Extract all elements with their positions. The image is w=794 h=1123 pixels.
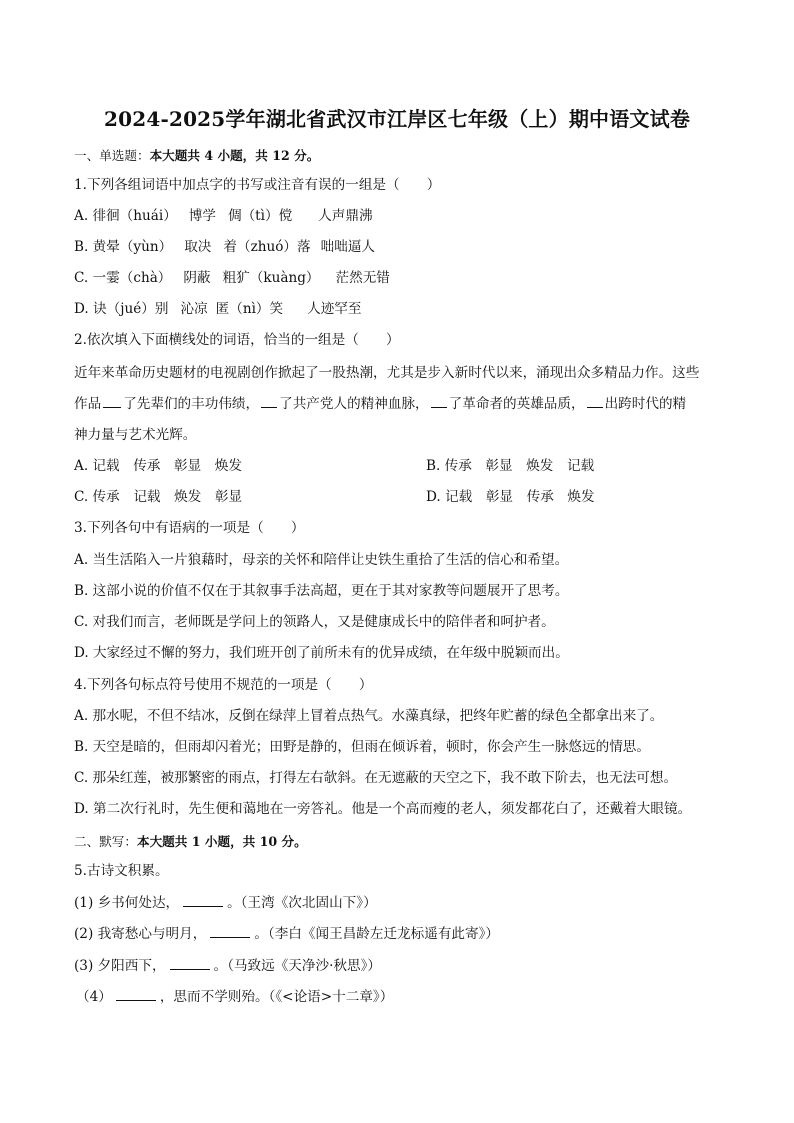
q5-blank-3[interactable] — [170, 957, 210, 970]
q1-a-3: 倜（tì）傥 — [227, 208, 293, 224]
q4-option-d: D. 第二次行礼时，先生便和蔼地在一旁答礼。他是一个高而瘦的老人，须发都花白了，还戴着大眼镜。 — [74, 801, 692, 817]
q1-option-d — [74, 300, 362, 318]
q1-b-1: B. 黄晕（yùn） — [74, 239, 173, 255]
q4-option-c: C. 那朵红莲，被那繁密的雨点，打得左右欹斜。在无遮蔽的天空之下，我不敢下阶去，也无法可想。 — [74, 770, 678, 786]
q5-i4-after: ，思而不学则殆。（《<论语>十二章》） — [159, 989, 394, 1005]
q1-option-b — [74, 238, 375, 256]
q2-p1: 作品 — [74, 396, 102, 412]
q1-c-3: 粗犷（kuàng） — [222, 270, 320, 286]
q5-stem: 5.古诗文积累。 — [74, 863, 169, 879]
q2-p2: 了先辈们的丰功伟绩， — [123, 396, 260, 412]
q1-a-2: 博学 — [188, 208, 216, 224]
q1-d-2: 沁凉 — [180, 301, 208, 317]
q4-stem: 4.下列各句标点符号使用不规范的一项是（ ） — [74, 677, 373, 693]
q2-p5: 出跨时代的精 — [604, 396, 687, 412]
q2-option-b: B. 传承 彰显 焕发 记载 — [426, 458, 595, 474]
q2-options-row1 — [74, 457, 595, 475]
q4-option-b: B. 天空是暗的，但雨却闪着光；田野是静的，但雨在倾诉着，顿时，你会产生一脉悠远的情思。 — [74, 739, 650, 755]
q2-stem: 2.依次填入下面横线处的词语，恰当的一组是（ ） — [74, 332, 400, 348]
q2-passage-line3: 神力量与艺术光辉。 — [74, 427, 197, 443]
q5-i2-before: (2) 我寄愁心与明月， — [74, 926, 207, 942]
section-1-prefix: 一、单选题： — [74, 148, 150, 163]
q2-option-c: C. 传承 记载 焕发 彰显 — [74, 489, 243, 505]
section-1-desc: 本大题共 4 小题，共 12 分。 — [149, 148, 320, 163]
q5-item-1 — [74, 894, 377, 912]
q5-i4-before: （4） — [76, 989, 112, 1005]
q2-blank-2[interactable] — [261, 395, 277, 408]
q5-item-4 — [76, 988, 393, 1006]
q1-option-c — [74, 269, 390, 287]
q1-d-1: D. 诀（jué）别 — [74, 301, 169, 317]
q1-d-3: 匿（nì）笑 — [215, 301, 284, 317]
q2-blank-3[interactable] — [431, 395, 447, 408]
q2-blank-1[interactable] — [103, 395, 121, 408]
q5-blank-2[interactable] — [210, 925, 250, 938]
section-2-prefix: 二、默写： — [74, 834, 137, 849]
q1-a-1: A. 徘徊（huái） — [74, 208, 177, 224]
q5-i3-before: (3) 夕阳西下， — [74, 958, 166, 974]
section-2-heading — [74, 833, 307, 851]
section-2-desc: 本大题共 1 小题，共 10 分。 — [136, 834, 307, 849]
q2-options-row2 — [74, 488, 595, 506]
q1-c-4: 茫然无错 — [335, 270, 390, 286]
q2-passage-line2 — [74, 395, 686, 413]
q1-d-4: 人迹罕至 — [307, 301, 362, 317]
q3-option-d: D. 大家经过不懈的努力，我们班开创了前所未有的优异成绩，在年级中脱颖而出。 — [74, 645, 569, 661]
q5-i1-after: 。（王湾《次北固山下》） — [227, 895, 377, 911]
q5-blank-4[interactable] — [116, 988, 156, 1001]
q2-blank-4[interactable] — [587, 395, 603, 408]
q2-option-a: A. 记载 传承 彰显 焕发 — [74, 458, 242, 474]
q1-option-a — [74, 207, 373, 225]
q5-i3-after: 。（马致远《天净沙·秋思》） — [213, 958, 381, 974]
q2-option-d: D. 记载 彰显 传承 焕发 — [426, 489, 595, 505]
q3-option-b: B. 这部小说的价值不仅在于其叙事手法高超，更在于其对家教等问题展开了思考。 — [74, 583, 569, 599]
q5-i2-after: 。（李白《闻王昌龄左迁龙标遥有此寄》） — [254, 926, 500, 942]
q1-c-2: 阴蔽 — [183, 270, 211, 286]
q3-stem: 3.下列各句中有语病的一项是（ ） — [74, 520, 305, 536]
q1-b-4: 咄咄逼人 — [320, 239, 375, 255]
q1-stem: 1.下列各组词语中加点字的书写或注音有误的一组是（ ） — [74, 177, 441, 193]
q5-blank-1[interactable] — [183, 894, 223, 907]
q5-i1-before: (1) 乡书何处达， — [74, 895, 180, 911]
section-1-heading — [74, 147, 319, 165]
q1-b-2: 取决 — [184, 239, 212, 255]
q1-b-3: 着（zhuó）落 — [223, 239, 311, 255]
q1-c-1: C. 一霎（chà） — [74, 270, 172, 286]
q3-option-a: A. 当生活陷入一片狼藉时，母亲的关怀和陪伴让史铁生重拾了生活的信心和希望。 — [74, 552, 569, 568]
q2-passage-line1: 近年来革命历史题材的电视剧创作掀起了一股热潮，尤其是步入新时代以来，涌现出众多精品力作。这些 — [74, 365, 700, 381]
q5-item-2 — [74, 925, 499, 943]
exam-title: 2024-2025学年湖北省武汉市江岸区七年级（上）期中语文试卷 — [103, 107, 691, 131]
q2-p3: 了共产党人的精神血脉， — [279, 396, 429, 412]
q5-item-3 — [74, 957, 381, 975]
q2-p4: 了革命者的英雄品质， — [448, 396, 585, 412]
q1-a-4: 人声鼎沸 — [318, 208, 373, 224]
q4-option-a: A. 那水呢，不但不结冰，反倒在绿萍上冒着点热气。水藻真绿，把终年贮蓄的绿色全都拿出来了。 — [74, 708, 664, 724]
q3-option-c: C. 对我们而言，老师既是学问上的领路人，又是健康成长中的陪伴者和呵护者。 — [74, 614, 555, 630]
